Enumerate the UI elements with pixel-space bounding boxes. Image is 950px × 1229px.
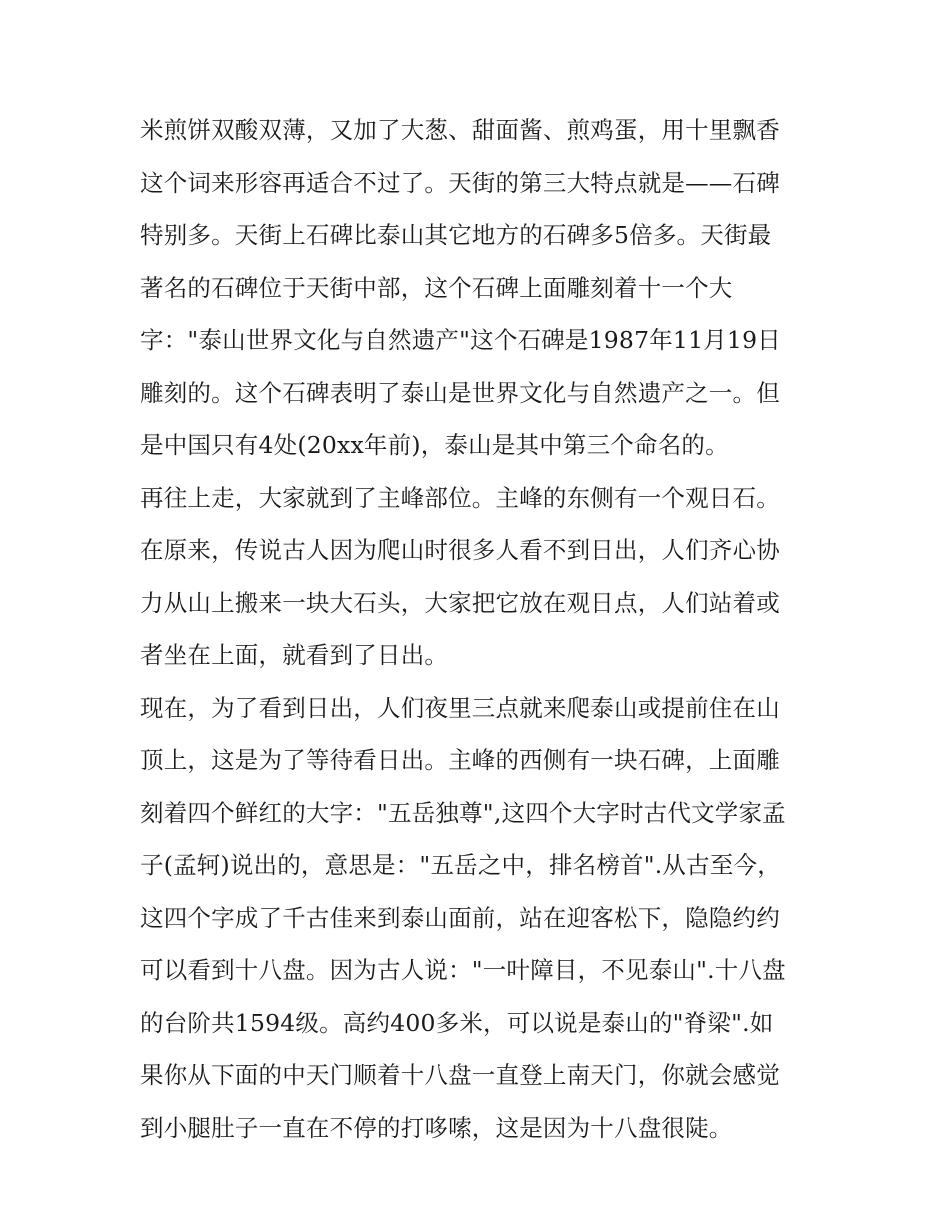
text-line: 刻着四个鲜红的大字："五岳独尊",这四个大字时古代文学家孟 (140, 798, 786, 827)
text-line: 再往上走，大家就到了主峰部位。主峰的东侧有一个观日石。 (140, 483, 780, 512)
body-text (140, 104, 830, 1154)
text-line: 在原来，传说古人因为爬山时很多人看不到日出，人们齐心协 (140, 536, 780, 564)
text-line: 雕刻的。这个石碑表明了泰山是世界文化与自然遗产之一。但 (140, 378, 780, 407)
text-line: 到小腿肚子一直在不停的打哆嗦，这是因为十八盘很陡。 (140, 1113, 733, 1142)
text-line: 这个词来形容再适合不过了。天街的第三大特点就是——石碑 (140, 168, 780, 197)
text-line: 现在，为了看到日出，人们夜里三点就来爬泰山或提前住在山 (140, 693, 780, 722)
text-line: 力从山上搬来一块大石头，大家把它放在观日点，人们站着或 (140, 588, 780, 617)
text-line: 著名的石碑位于天街中部，这个石碑上面雕刻着十一个大 (140, 273, 733, 302)
text-line: 可以看到十八盘。因为古人说："一叶障目，不见泰山".十八盘 (140, 956, 786, 984)
text-line: 的台阶共1594级。高约400多米，可以说是泰山的"脊梁".如 (140, 1008, 774, 1037)
text-line: 米煎饼双酸双薄，又加了大葱、甜面酱、煎鸡蛋，用十里飘香 (140, 116, 780, 144)
text-line: 特别多。天街上石碑比泰山其它地方的石碑多5倍多。天街最 (140, 221, 772, 249)
text-line: 者坐在上面，就看到了日出。 (140, 641, 449, 669)
text-line: 顶上，这是为了等待看日出。主峰的西侧有一块石碑，上面雕 (140, 746, 780, 774)
text-line: 果你从下面的中天门顺着十八盘一直登上南天门，你就会感觉 (140, 1061, 780, 1089)
text-line: 是中国只有4处(20xx年前)，泰山是其中第三个命名的。 (140, 431, 729, 459)
text-line: 字："泰山世界文化与自然遗产"这个石碑是1987年11月19日 (140, 326, 781, 354)
text-line: 这四个字成了千古佳来到泰山面前，站在迎客松下，隐隐约约 (140, 903, 780, 932)
text-line: 子(孟轲)说出的，意思是："五岳之中，排名榜首".从古至今， (140, 851, 781, 879)
